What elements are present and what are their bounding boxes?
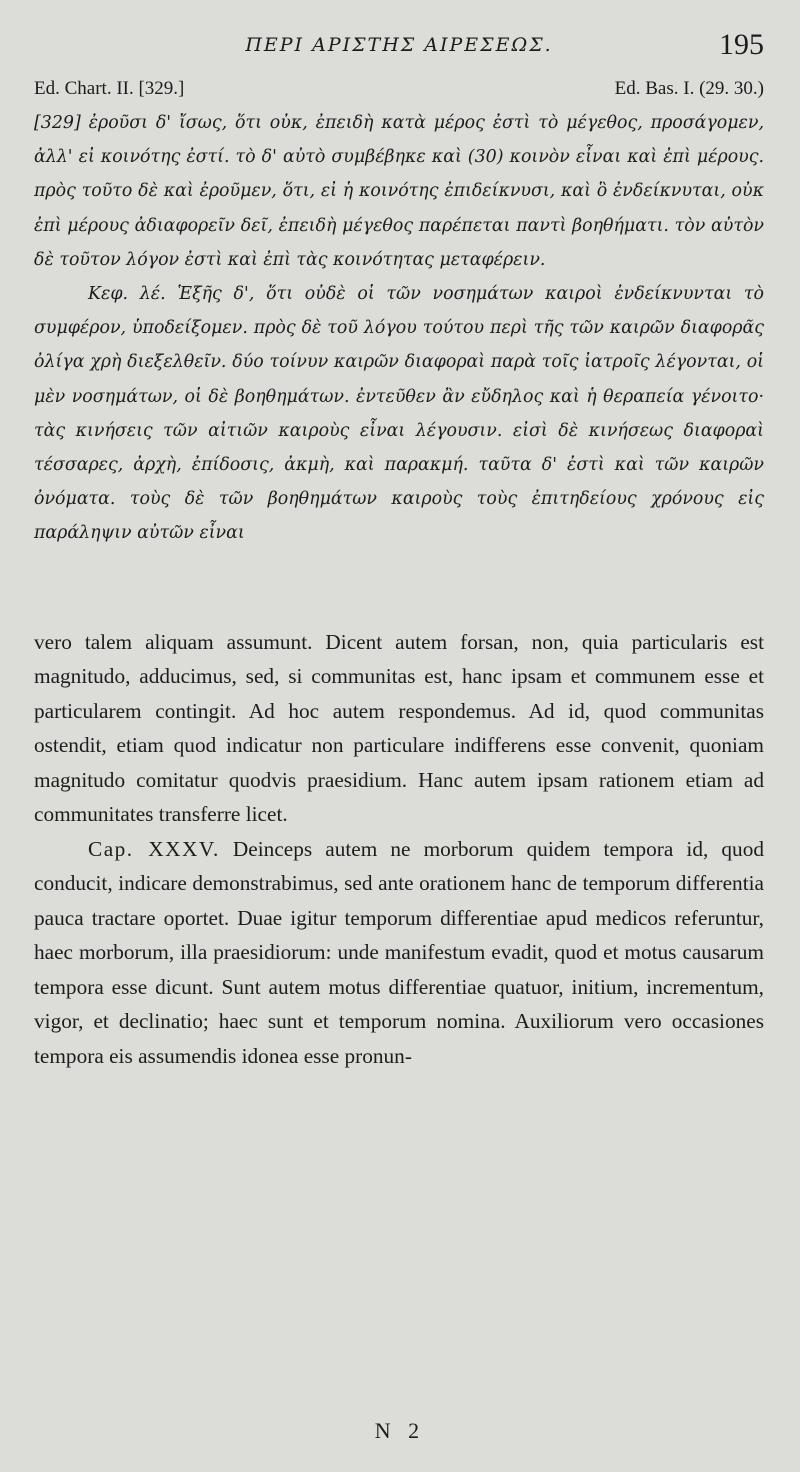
edition-basel-reference: Ed. Bas. I. (29. 30.) (614, 78, 764, 99)
greek-paragraph: Κεφ. λέ. Ἑξῆς δ', ὅτι οὐδὲ οἱ τῶν νοσημάτων καιροὶ ἐνδείκνυνται τὸ συμφέρον, ὑποδείξομεν. πρὸς δὲ τοῦ λόγου τούτου περὶ τῆς τῶν καιρῶν διαφορᾶς ὀλίγα χρὴ διεξελθεῖν. δύο τοίνυν καιρῶν διαφοραὶ παρὰ τοῖς ἰατροῖς λέγονται, οἱ μὲν νοσημάτων, οἱ δὲ βοηθημάτων. ἐντεῦθεν ἂν εὔδηλος καὶ ἡ θεραπεία γένοιτο· τὰς κινήσεις τῶν αἰτιῶν καιροὺς εἶναι λέγουσιν. εἰσὶ δὲ κινήσεως διαφοραὶ τέσσαρες, ἀρχὴ, ἐπίδοσις, ἀκμὴ, καὶ παρακμή. ταῦτα δ' ἐστὶ καὶ τῶν καιρῶν ὀνόματα. τοὺς δὲ τῶν βοηθημάτων καιροὺς τοὺς ἐπιτηδείους χρόνους εἰς παράληψιν αὐτῶν εἶναι (34, 284, 764, 544)
chapter-label: Cap. XXXV. (88, 836, 220, 861)
latin-text-block (34, 625, 764, 1074)
edition-chart-reference: Ed. Chart. II. [329.] (34, 78, 185, 99)
greek-paragraph: [329] ἐροῦσι δ' ἴσως, ὅτι οὐκ, ἐπειδὴ κατὰ μέρος ἐστὶ τὸ μέγεθος, προσάγομεν, ἀλλ' εἰ κοινότης ἐστί. τὸ δ' αὐτὸ συμβέβηκε καὶ (30) κοινὸν εἶναι καὶ ἐπὶ μέρους. πρὸς τοῦτο δὲ καὶ ἐροῦμεν, ὅτι, εἰ ἡ κοινότης ἐπιδείκνυσι, καὶ ὃ ἐνδείκνυται, οὐκ ἐπὶ μέρους ἀδιαφορεῖν δεῖ, ἐπειδὴ μέγεθος παρέπεται παντὶ βοηθήματι. τὸν αὐτὸν δὲ τοῦτον λόγον ἐστὶ καὶ ἐπὶ τὰς κοινότητας μεταφέρειν. (34, 113, 764, 270)
latin-paragraph-text: Deinceps autem ne morborum quidem tempora id, quod conducit, indicare demonstrabimus, sed ante orationem hanc de temporum differentia pauca tractare oportet. Duae igitur temporum differentiae apud medicos referuntur, haec morborum, illa praesidiorum: unde manifestum evadit, quod et motus causarum tempora esse dicunt. Sunt autem motus differentiae quatuor, initium, incrementum, vigor, et declinatio; haec sunt et temporum nomina. Auxiliorum vero occasiones tempora eis assumendis idonea esse pronun- (34, 836, 764, 1068)
latin-paragraph (34, 832, 764, 1074)
edition-references (34, 74, 764, 104)
running-title: ΠΕΡΙ ΑΡΙΣΤΗΣ ΑΙΡΕΣΕΩΣ. (245, 34, 553, 56)
greek-text-block (34, 106, 764, 551)
page-header (34, 28, 764, 74)
page-number: 195 (719, 28, 764, 61)
latin-paragraph: vero talem aliquam assumunt. Dicent autem forsan, non, quia particularis est magnitudo, adducimus, sed, si communitas est, hanc ipsam et communem esse et particularem contingit. Ad hoc autem respondemus. Ad id, quod communitas ostendit, etiam quod indicatur non particulare indifferens esse convenit, quoniam magnitudo comitatur quodvis praesidium. Hanc autem ipsam rationem etiam ad communitates transferre licet. (34, 629, 764, 827)
signature-mark: N 2 (374, 1418, 426, 1443)
